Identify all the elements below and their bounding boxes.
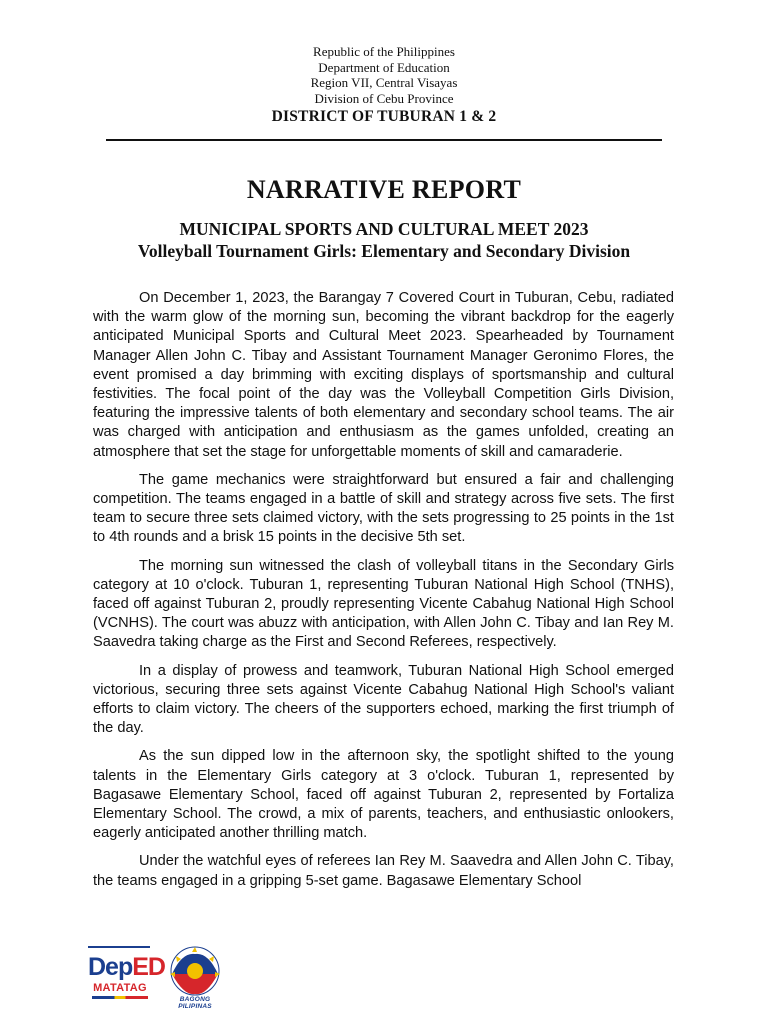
bagong-pilipinas-emblem-icon (162, 944, 228, 998)
report-title: NARRATIVE REPORT (246, 175, 522, 204)
report-subtitle: MUNICIPAL SPORTS AND CULTURAL MEET 2023 (179, 219, 589, 239)
bagong-pilipinas-logo (162, 944, 228, 1010)
report-subtitle-division: Volleyball Tournament Girls: Elementary and Secondary Division (137, 241, 631, 261)
paragraph-4: In a display of prowess and teamwork, Tuburan National High School emerged victorious, securing three sets against Vicente Cabahug National High School's valiant efforts to claim victory. The cheers of the supporters echoed, marking the first triumph of the day. (93, 662, 674, 737)
report-body (93, 289, 674, 937)
header-divider (106, 139, 662, 141)
deped-logo-matatag: MATATAG (93, 982, 147, 994)
deped-matatag-logo (86, 944, 165, 1006)
letterhead (0, 44, 768, 126)
header-district: DISTRICT OF TUBURAN 1 & 2 (271, 108, 497, 125)
header-line-region: Region VII, Central Visayas (310, 75, 458, 90)
paragraph-6: Under the watchful eyes of referees Ian Rey M. Saavedra and Allen John C. Tibay, the teams engaged in a gripping 5-set game. Bagasawe Elementary School (93, 853, 674, 889)
header-line-division: Division of Cebu Province (314, 90, 454, 106)
paragraph-3: The morning sun witnessed the clash of volleyball titans in the Secondary Girls category at 10 o'clock. Tuburan 1, representing Tuburan National High School (TNHS), faced off against Tuburan 2, proudly representing Vicente Cabahug National High School (VCNHS). The court was abuzz with anticipation, with Allen John C. Tibay and Ian Rey M. Saavedra taking charge as the First and Second Referees, respectively. (93, 557, 674, 651)
bagong-pilipinas-label: BAGONG PILIPINAS (178, 996, 212, 1010)
paragraph-5: As the sun dipped low in the afternoon sky, the spotlight shifted to the young talents in the Elementary Girls category at 3 o'clock. Tuburan 1, represented by Bagasawe Elementary School, faced off against Tuburan 2, represented by Fortaliza Elementary School. The crowd, a mix of parents, teachers, and enthusiastic onlookers, eagerly anticipated another thrilling match. (93, 748, 674, 842)
paragraph-1: On December 1, 2023, the Barangay 7 Covered Court in Tuburan, Cebu, radiated with the warm glow of the morning sun, becoming the vibrant backdrop for the eagerly anticipated Municipal Sports and Cultural Meet 2023. Spearheaded by Tournament Manager Allen John C. Tibay and Assistant Tournament Manager Geronimo Flores, the event promised a day brimming with exciting displays of sportsmanship and cultural festivities. The focal point of the day was the Volleyball Competition Girls Division, featuring the impressive talents of both elementary and secondary school teams. The air was charged with anticipation and enthusiasm as the games unfolded, creating an atmosphere that set the stage for unforgettable moments of skill and camaraderie. (93, 290, 674, 460)
paragraph-2: The game mechanics were straightforward but ensured a fair and challenging competition. The teams engaged in a battle of skill and strategy across five sets. The first team to secure three sets claimed victory, with the sets progressing to 25 points in the 1st to 4th rounds and a brisk 15 points in the decisive 5th set. (93, 471, 674, 546)
deped-logo-ed: ED (132, 953, 165, 981)
header-line-republic: Republic of the Philippines (313, 44, 455, 59)
header-line-department: Department of Education (318, 59, 450, 75)
deped-logo-dep: Dep (88, 953, 133, 981)
